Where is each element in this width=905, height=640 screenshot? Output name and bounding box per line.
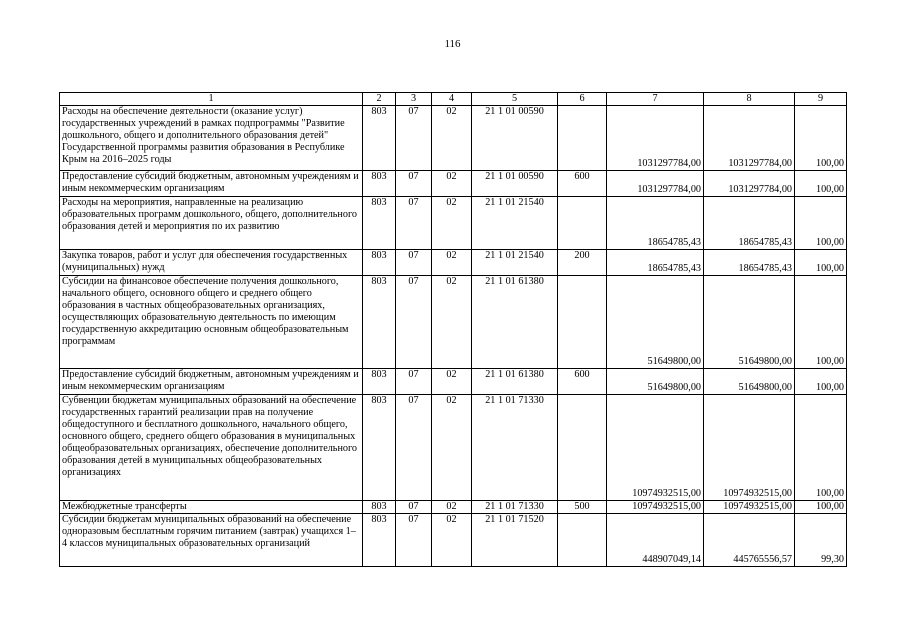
cell-section: 07 xyxy=(396,250,432,276)
cell-planned: 51649800,00 xyxy=(607,276,704,369)
cell-planned: 18654785,43 xyxy=(607,250,704,276)
cell-ministry: 803 xyxy=(363,171,396,197)
row-name: Субсидии на финансовое обеспечение получения дошкольного, начального общего, основного общего и среднего общего образования в частных общеобразовательных организациях, осуществляющих образовательную деятельность по имеющим государственную аккредитацию основным общеобразовательным программам xyxy=(60,276,363,369)
cell-target-code: 21 1 01 71330 xyxy=(472,501,558,514)
cell-target-code: 21 1 01 21540 xyxy=(472,197,558,250)
cell-executed: 51649800,00 xyxy=(704,369,795,395)
cell-target-code: 21 1 01 61380 xyxy=(472,276,558,369)
cell-subsection: 02 xyxy=(432,501,472,514)
cell-percent: 100,00 xyxy=(795,501,847,514)
cell-ministry: 803 xyxy=(363,106,396,171)
cell-percent: 100,00 xyxy=(795,369,847,395)
cell-planned: 448907049,14 xyxy=(607,514,704,567)
cell-subsection: 02 xyxy=(432,106,472,171)
cell-planned: 10974932515,00 xyxy=(607,501,704,514)
cell-subsection: 02 xyxy=(432,250,472,276)
cell-ministry: 803 xyxy=(363,276,396,369)
cell-ministry: 803 xyxy=(363,197,396,250)
table-row xyxy=(60,106,847,171)
column-header: 4 xyxy=(432,93,472,106)
cell-target-code: 21 1 01 00590 xyxy=(472,171,558,197)
table-header-row xyxy=(60,93,847,106)
cell-section: 07 xyxy=(396,514,432,567)
cell-section: 07 xyxy=(396,276,432,369)
cell-subsection: 02 xyxy=(432,197,472,250)
row-name: Межбюджетные трансферты xyxy=(60,501,363,514)
cell-subsection: 02 xyxy=(432,395,472,501)
cell-subsection: 02 xyxy=(432,276,472,369)
cell-executed: 445765556,57 xyxy=(704,514,795,567)
cell-executed: 10974932515,00 xyxy=(704,501,795,514)
column-header: 1 xyxy=(60,93,363,106)
cell-executed: 18654785,43 xyxy=(704,197,795,250)
table-row xyxy=(60,514,847,567)
cell-target-code: 21 1 01 00590 xyxy=(472,106,558,171)
cell-section: 07 xyxy=(396,369,432,395)
column-header: 7 xyxy=(607,93,704,106)
column-header: 2 xyxy=(363,93,396,106)
row-name: Предоставление субсидий бюджетным, автономным учреждениям и иным некоммерческим организациям xyxy=(60,369,363,395)
cell-target-code: 21 1 01 61380 xyxy=(472,369,558,395)
budget-table xyxy=(59,92,847,567)
cell-expense-type: 500 xyxy=(558,501,607,514)
row-name: Расходы на мероприятия, направленные на реализацию образовательных программ дошкольного, общего, дополнительного образования детей и мероприятия по их развитию xyxy=(60,197,363,250)
cell-section: 07 xyxy=(396,171,432,197)
cell-expense-type xyxy=(558,276,607,369)
cell-planned: 1031297784,00 xyxy=(607,171,704,197)
cell-planned: 10974932515,00 xyxy=(607,395,704,501)
column-header: 6 xyxy=(558,93,607,106)
cell-executed: 18654785,43 xyxy=(704,250,795,276)
row-name: Предоставление субсидий бюджетным, автономным учреждениям и иным некоммерческим организациям xyxy=(60,171,363,197)
cell-section: 07 xyxy=(396,106,432,171)
table-row xyxy=(60,369,847,395)
cell-executed: 1031297784,00 xyxy=(704,106,795,171)
cell-ministry: 803 xyxy=(363,395,396,501)
cell-ministry: 803 xyxy=(363,369,396,395)
cell-expense-type xyxy=(558,197,607,250)
table-row xyxy=(60,171,847,197)
cell-percent: 99,30 xyxy=(795,514,847,567)
table-row xyxy=(60,250,847,276)
cell-percent: 100,00 xyxy=(795,250,847,276)
row-name: Субсидии бюджетам муниципальных образований на обеспечение одноразовым бесплатным горячим питанием (завтрак) учащихся 1–4 классов муниципальных образовательных организаций xyxy=(60,514,363,567)
cell-planned: 1031297784,00 xyxy=(607,106,704,171)
cell-subsection: 02 xyxy=(432,171,472,197)
cell-planned: 51649800,00 xyxy=(607,369,704,395)
cell-section: 07 xyxy=(396,197,432,250)
cell-section: 07 xyxy=(396,501,432,514)
cell-planned: 18654785,43 xyxy=(607,197,704,250)
cell-ministry: 803 xyxy=(363,250,396,276)
table-row xyxy=(60,501,847,514)
cell-percent: 100,00 xyxy=(795,395,847,501)
cell-executed: 51649800,00 xyxy=(704,276,795,369)
table-row xyxy=(60,276,847,369)
cell-section: 07 xyxy=(396,395,432,501)
cell-percent: 100,00 xyxy=(795,197,847,250)
page-number: 116 xyxy=(444,38,461,50)
row-name: Субвенции бюджетам муниципальных образований на обеспечение государственных гарантий реализации прав на получение общедоступного и бесплатного дошкольного, начального общего, основного общего, среднего общего образования в муниципальных общеобразовательных организациях, обеспечение дополнительного образования детей в муниципальных общеобразовательных организациях xyxy=(60,395,363,501)
column-header: 8 xyxy=(704,93,795,106)
cell-expense-type xyxy=(558,106,607,171)
cell-target-code: 21 1 01 71520 xyxy=(472,514,558,567)
row-name: Закупка товаров, работ и услуг для обеспечения государственных (муниципальных) нужд xyxy=(60,250,363,276)
column-header: 9 xyxy=(795,93,847,106)
cell-percent: 100,00 xyxy=(795,171,847,197)
cell-expense-type xyxy=(558,514,607,567)
cell-percent: 100,00 xyxy=(795,106,847,171)
cell-target-code: 21 1 01 71330 xyxy=(472,395,558,501)
column-header: 3 xyxy=(396,93,432,106)
row-name: Расходы на обеспечение деятельности (оказание услуг) государственных учреждений в рамках подпрограммы "Развитие дошкольного, общего и дополнительного образования детей" Государственной программы развития образования в Республике Крым на 2016–2025 годы xyxy=(60,106,363,171)
cell-subsection: 02 xyxy=(432,514,472,567)
cell-expense-type xyxy=(558,395,607,501)
table-row xyxy=(60,197,847,250)
cell-ministry: 803 xyxy=(363,514,396,567)
cell-executed: 10974932515,00 xyxy=(704,395,795,501)
cell-expense-type: 600 xyxy=(558,369,607,395)
cell-executed: 1031297784,00 xyxy=(704,171,795,197)
cell-expense-type: 200 xyxy=(558,250,607,276)
cell-ministry: 803 xyxy=(363,501,396,514)
table-row xyxy=(60,395,847,501)
cell-target-code: 21 1 01 21540 xyxy=(472,250,558,276)
cell-expense-type: 600 xyxy=(558,171,607,197)
column-header: 5 xyxy=(472,93,558,106)
cell-percent: 100,00 xyxy=(795,276,847,369)
cell-subsection: 02 xyxy=(432,369,472,395)
